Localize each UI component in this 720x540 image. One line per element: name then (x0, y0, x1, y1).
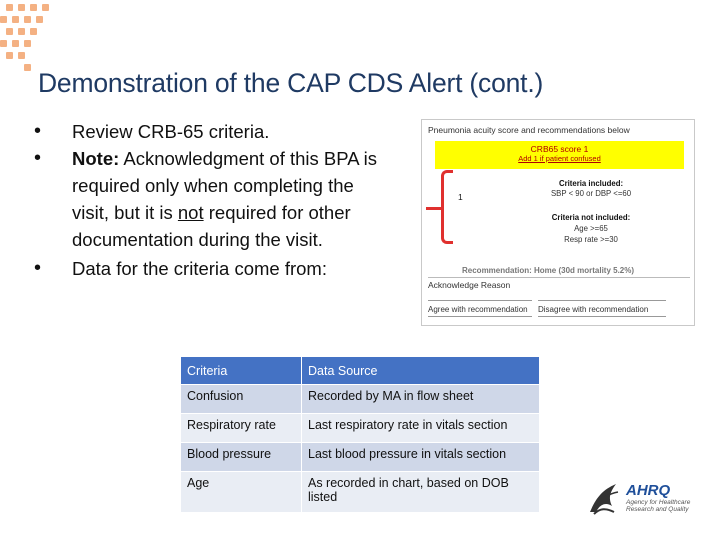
bullet-text: Acknowledgment of this BPA is required only when completing the visit, but it is (72, 148, 378, 223)
table-row (181, 414, 539, 442)
column-header-data-source: Data Source (302, 357, 539, 384)
divider (428, 277, 690, 278)
ahrq-subtitle: Agency for Healthcare (626, 499, 691, 506)
bullet-text: required for other documentation during the visit. (72, 202, 351, 250)
add-confusion-link[interactable]: Add 1 if patient confused (518, 154, 601, 163)
bullet-item (34, 255, 384, 282)
note-label: Note: (72, 148, 120, 169)
criteria-cell: Blood pressure (181, 443, 302, 471)
table-row (181, 385, 539, 413)
ahrq-subtitle: Research and Quality (626, 506, 689, 513)
criteria-not-included-item: Resp rate >=30 (564, 235, 618, 244)
bullet-text: Data for the criteria come from: (72, 258, 327, 279)
data-source-cell: Recorded by MA in flow sheet (302, 385, 539, 413)
disagree-option[interactable]: Disagree with recommendation (538, 300, 666, 317)
ahrq-name: AHRQ (626, 482, 671, 499)
slide-title: Demonstration of the CAP CDS Alert (cont.) (38, 68, 544, 98)
bpa-screenshot (421, 119, 695, 326)
ahrq-text (626, 482, 690, 513)
data-source-cell: Last respiratory rate in vitals section (302, 414, 539, 442)
criteria-cell: Confusion (181, 385, 302, 413)
data-source-cell: As recorded in chart, based on DOB listed (302, 472, 539, 512)
bpa-header: Pneumonia acuity score and recommendations below (428, 125, 630, 135)
agree-option[interactable]: Agree with recommendation (428, 300, 532, 317)
underlined-word: not (177, 202, 204, 223)
hhs-eagle-icon (586, 478, 622, 518)
table-row (181, 443, 539, 471)
acknowledge-reason-label: Acknowledge Reason (428, 280, 511, 290)
column-header-criteria: Criteria (181, 357, 302, 384)
ahrq-logo (586, 474, 696, 524)
criteria-included-label: Criteria included: (558, 179, 624, 188)
bullet-item (34, 118, 384, 145)
criteria-not-included-label: Criteria not included: (551, 213, 631, 222)
bullet-text: Review CRB-65 criteria. (72, 121, 270, 142)
criteria-table (181, 356, 539, 513)
bullet-dot-icon: • (34, 147, 42, 169)
bullet-list (34, 118, 384, 282)
criteria-included-value: SBP < 90 or DBP <=60 (550, 189, 632, 198)
bullet-item (34, 145, 384, 253)
red-bracket-tick (426, 207, 443, 210)
crb65-score: CRB65 score 1 (530, 144, 589, 154)
recommendation: Recommendation: Home (30d mortality 5.2%) (462, 266, 635, 275)
table-row (181, 472, 539, 512)
score-number: 1 (458, 192, 463, 202)
criteria-cell: Age (181, 472, 302, 512)
bullet-dot-icon: • (34, 257, 42, 279)
criteria-cell: Respiratory rate (181, 414, 302, 442)
data-source-cell: Last blood pressure in vitals section (302, 443, 539, 471)
criteria-not-included-item: Age >=65 (574, 224, 608, 233)
score-highlight (435, 141, 684, 169)
bullet-dot-icon: • (34, 120, 42, 142)
table-header-row (181, 357, 539, 384)
